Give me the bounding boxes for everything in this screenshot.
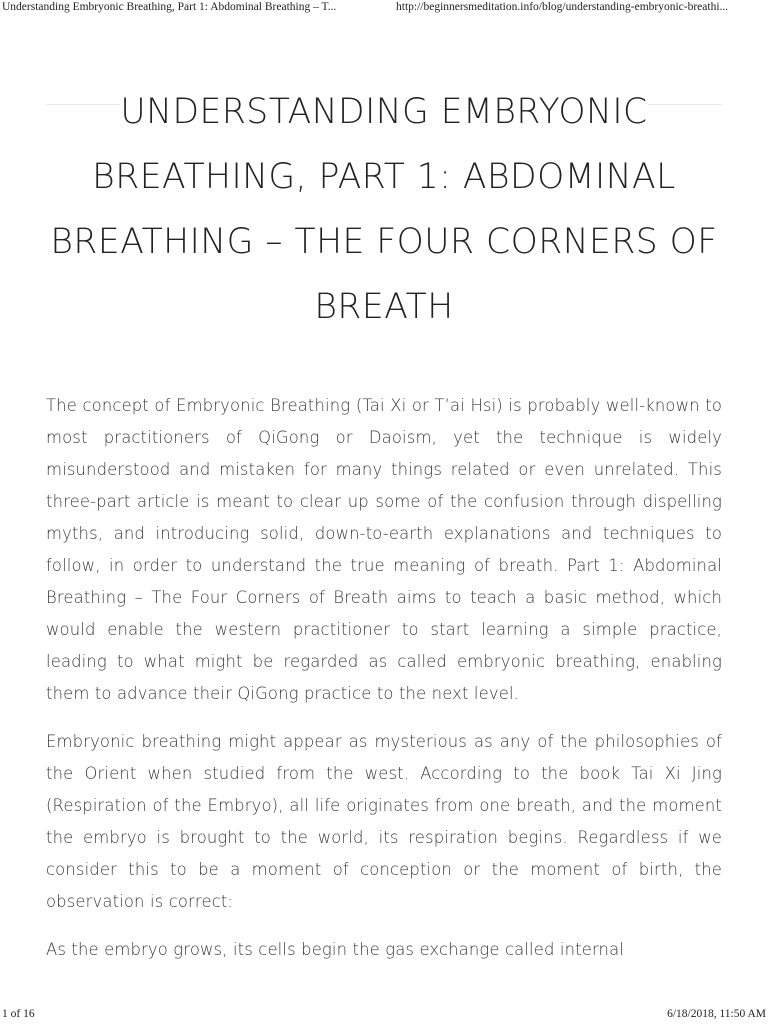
paragraph-cells: As the embryo grows, its cells begin the gas exchange called internal xyxy=(46,940,624,959)
paragraph-intro: The concept of Embryonic Breathing (Tai Xi or T’ai Hsi) is probably well-known to most practitioners of QiGong or Daoism, yet the technique is widely misunderstood and mistaken for many things related or even unrelated. This three-part article is meant to clear up some of the confusion through dispelling myths, and introducing solid, down-to-earth explanations and techniques to follow, in order to understand the true meaning of breath. Part 1: Abdominal Breathing – The Four Corners of Breath aims to teach a basic method, which would enable the western practitioner to start learning a simple practice, leading to what might be regarded as called embryonic breathing, enabling them to advance their QiGong practice to the next level. xyxy=(46,396,722,703)
article-header xyxy=(46,80,722,340)
article-body xyxy=(46,390,722,966)
page-number: 1 of 16 xyxy=(2,1008,35,1020)
paragraph-origin: Embryonic breathing might appear as mysterious as any of the philosophies of the Orient when studied from the west. According to the book Tai Xi Jing (Respiration of the Embryo), all life originates from one breath, and the moment the embryo is brought to the world, its respiration begins. Regardless if we consider this to be a moment of conception or the moment of birth, the observation is correct: xyxy=(46,732,722,911)
article-title xyxy=(46,80,722,340)
print-header xyxy=(0,0,768,16)
article-title-text: UNDERSTANDING EMBRYONIC BREATHING, PART 1: ABDOMINAL BREATHING – THE FOUR CORNERS OF BREATH xyxy=(50,92,718,327)
print-page-title: Understanding Embryonic Breathing, Part 1: Abdominal Breathing – T... xyxy=(2,1,337,13)
print-datetime: 6/18/2018, 11:50 AM xyxy=(667,1008,766,1020)
print-url: http://beginnersmeditation.info/blog/understanding-embryonic-breathi... xyxy=(396,1,729,13)
print-footer xyxy=(0,1008,768,1024)
article xyxy=(46,80,722,982)
